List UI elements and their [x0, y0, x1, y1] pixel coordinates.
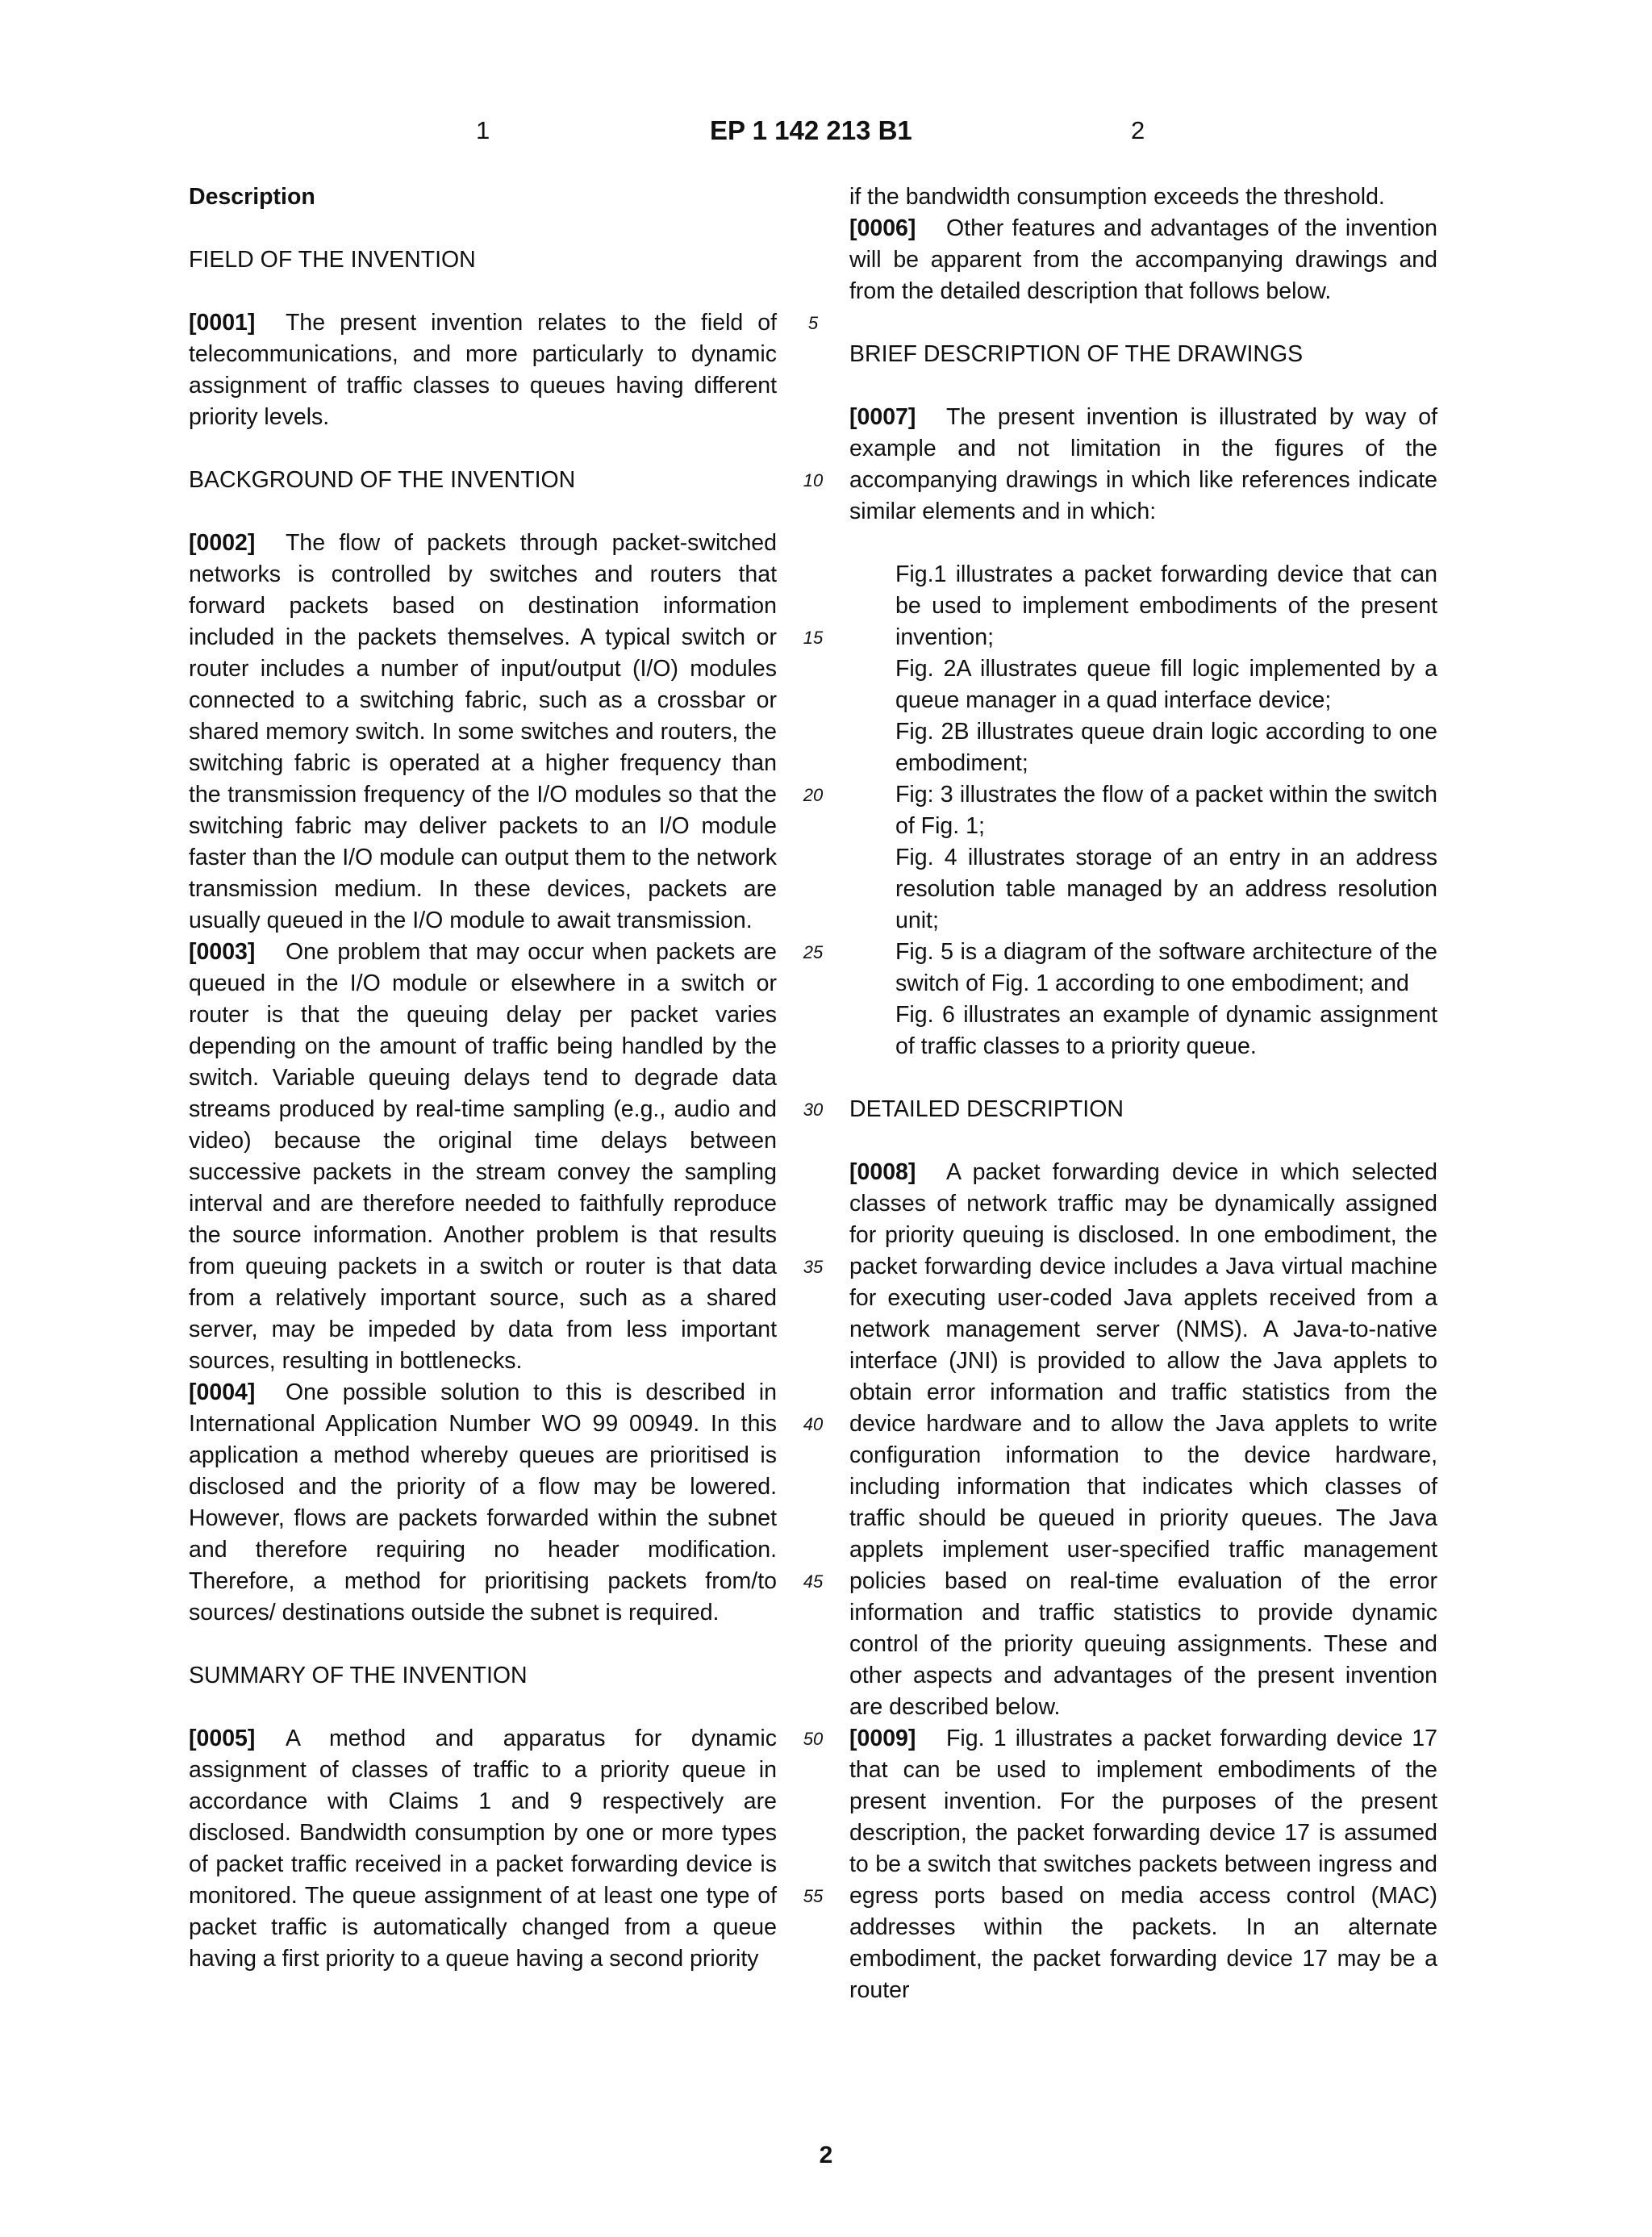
- figure-item: Fig. 2A illustrates queue fill logic implemented by a queue manager in a quad interface device;: [895, 656, 1437, 713]
- paragraph-tag: [0002]: [189, 530, 256, 556]
- paragraph-text: The present invention is illustrated by way of example and not limitation in the figures of the accompanying drawings in which like references indicate similar elements and in which:: [849, 404, 1437, 524]
- heading-brief-description: BRIEF DESCRIPTION OF THE DRAWINGS: [849, 341, 1304, 367]
- line-number: 50: [803, 1729, 824, 1749]
- left-column-number: 1: [476, 116, 490, 144]
- figure-item: Fig. 6 illustrates an example of dynamic assignment of traffic classes to a priority queue.: [895, 1002, 1437, 1059]
- paragraph-0008: [849, 1157, 1437, 1723]
- paragraph-0006: [849, 213, 1437, 307]
- paragraph-0001: [189, 307, 777, 433]
- line-number: 25: [803, 942, 824, 962]
- paragraph-text: One problem that may occur when packets are queued in the I/O module or elsewhere in a switch or router is that the queuing delay per packet varies depending on the amount of traffic being handled by the switch. Variable queuing delays tend to degrade data streams produced by real-time sampling (e.g., audio and video) because the original time delays between successive packets in the stream convey the sampling interval and are therefore needed to faithfully reproduce the source information. Another problem is that results from queuing packets in a switch or router is that data from a relatively important source, such as a shared server, may be impeded by data from less important sources, resulting in bottlenecks.: [189, 939, 777, 1374]
- figure-item: Fig. 2B illustrates queue drain logic according to one embodiment;: [895, 719, 1437, 776]
- figure-item: Fig.1 illustrates a packet forwarding device that can be used to implement embodiments of the present invention;: [895, 561, 1437, 650]
- paragraph-tag: [0003]: [189, 939, 256, 965]
- paragraph-text: Fig. 1 illustrates a packet forwarding device 17 that can be used to implement embodiments of the present invention. For the purposes of the present description, the packet forwarding device 17 is assumed to be a switch that switches packets between ingress and egress ports based on media access control (MAC) addresses within the packets. In an alternate embodiment, the packet forwarding device 17 may be a router: [849, 1726, 1437, 2003]
- line-number: 40: [803, 1414, 824, 1434]
- figure-item: Fig: 3 illustrates the flow of a packet within the switch of Fig. 1;: [895, 782, 1437, 839]
- heading-summary: SUMMARY OF THE INVENTION: [189, 1663, 528, 1688]
- paragraph-tag: [0009]: [849, 1726, 916, 1751]
- line-number: 20: [803, 785, 824, 805]
- paragraph-tag: [0006]: [849, 215, 916, 241]
- line-number: 15: [803, 628, 824, 648]
- paragraph-0005-continued: if the bandwidth consumption exceeds the threshold.: [849, 184, 1385, 210]
- line-number: 5: [807, 313, 819, 333]
- paragraph-0005: [189, 1723, 777, 1975]
- paragraph-tag: [0008]: [849, 1159, 916, 1185]
- paragraph-tag: [0005]: [189, 1726, 256, 1751]
- paragraph-text: The present invention relates to the field of telecommunications, and more particularly to dynamic assignment of traffic classes to queues having different priority levels.: [189, 310, 777, 430]
- paragraph-text: A method and apparatus for dynamic assignment of classes of traffic to a priority queue in accordance with Claims 1 and 9 respectively are disclosed. Bandwidth consumption by one or more types of packet traffic received in a packet forwarding device is monitored. The queue assignment of at least one type of packet traffic is automatically changed from a queue having a first priority to a queue having a second priority: [189, 1726, 777, 1972]
- heading-background: BACKGROUND OF THE INVENTION: [189, 467, 576, 493]
- paragraph-text: A packet forwarding device in which selected classes of network traffic may be dynamically assigned for priority queuing is disclosed. In one embodiment, the packet forwarding device includes a Java virtual machine for executing user-coded Java applets received from a network management server (NMS). A Java-to-native interface (JNI) is provided to allow the Java applets to obtain error information and traffic statistics from the device hardware and to allow the Java applets to write configuration information to the device hardware, including information that indicates which classes of traffic should be queued in priority queues. The Java applets implement user-specified traffic management policies based on real-time evaluation of the error information and traffic statistics to provide dynamic control of the priority queuing assignments. These and other aspects and advantages of the present invention are described below.: [849, 1159, 1437, 1720]
- description-title: Description: [189, 184, 315, 210]
- heading-field: FIELD OF THE INVENTION: [189, 247, 476, 273]
- line-number: 10: [803, 470, 824, 490]
- figure-item: Fig. 4 illustrates storage of an entry in an address resolution table managed by an address resolution unit;: [895, 845, 1437, 933]
- right-column-number: 2: [1131, 116, 1145, 144]
- line-number: 55: [803, 1886, 824, 1906]
- document-number: EP 1 142 213 B1: [710, 115, 912, 145]
- right-column: [849, 182, 1437, 2006]
- paragraph-tag: [0004]: [189, 1379, 256, 1405]
- paragraph-text: The flow of packets through packet-switched networks is controlled by switches and routers that forward packets based on destination information included in the packets themselves. A typical switch or router includes a number of input/output (I/O) modules connected to a switching fabric, such as a crossbar or shared memory switch. In some switches and routers, the switching fabric is operated at a higher frequency than the transmission frequency of the I/O modules so that the switching fabric may deliver packets to an I/O module faster than the I/O module can output them to the network transmission medium. In these devices, packets are usually queued in the I/O module to await transmission.: [189, 530, 777, 933]
- line-number: 35: [803, 1257, 824, 1277]
- paragraph-tag: [0001]: [189, 310, 256, 336]
- paragraph-0004: [189, 1377, 777, 1629]
- paragraph-text: Other features and advantages of the invention will be apparent from the accompanying drawings and from the detailed description that follows below.: [849, 215, 1437, 304]
- paragraph-0007: [849, 402, 1437, 528]
- figure-list: [849, 559, 1437, 1062]
- heading-detailed-description: DETAILED DESCRIPTION: [849, 1096, 1124, 1122]
- page-number: 2: [819, 2142, 833, 2168]
- figure-item: Fig. 5 is a diagram of the software architecture of the switch of Fig. 1 according to one embodiment; and: [895, 939, 1437, 996]
- paragraph-0009: [849, 1723, 1437, 2006]
- paragraph-0002: [189, 528, 777, 937]
- paragraph-tag: [0007]: [849, 404, 916, 430]
- line-number: 45: [803, 1571, 824, 1592]
- paragraph-text: One possible solution to this is described in International Application Number WO 99 00949. In this application a method whereby queues are prioritised is disclosed and the priority of a flow may be lowered. However, flows are packets forwarded within the subnet and therefore requiring no header modification. Therefore, a method for prioritising packets from/to sources/ destinations outside the subnet is required.: [189, 1379, 777, 1626]
- line-number: 30: [803, 1100, 824, 1120]
- paragraph-0003: [189, 937, 777, 1377]
- left-column: [189, 182, 777, 1975]
